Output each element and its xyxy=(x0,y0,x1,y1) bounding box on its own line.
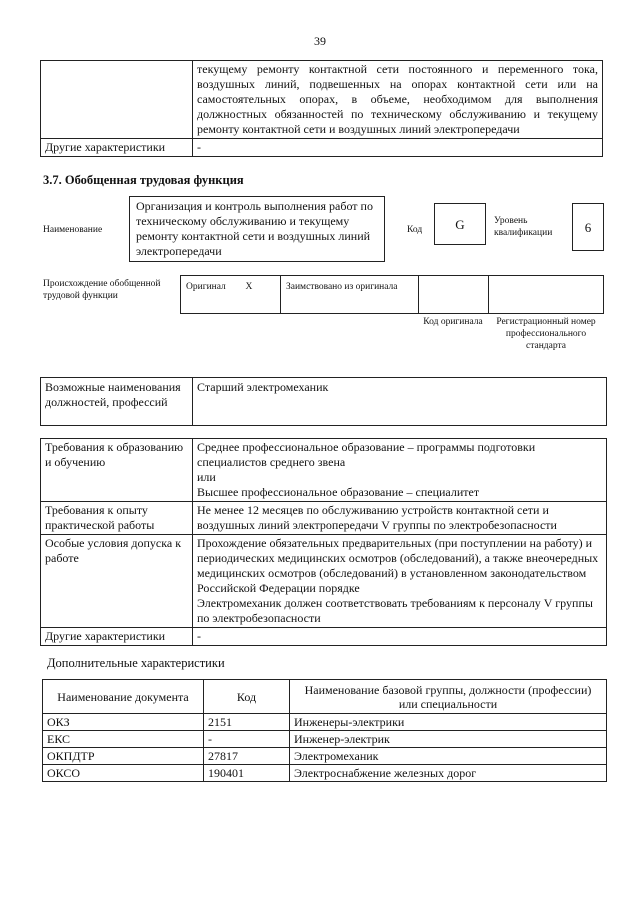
other-characteristics-value: - xyxy=(193,139,603,157)
other-characteristics-label: Другие характеристики xyxy=(41,628,193,646)
original-label: Оригинал xyxy=(181,276,241,314)
table-row xyxy=(41,139,603,157)
table-row xyxy=(41,628,607,646)
positions-label: Возможные наименования должностей, профессий xyxy=(41,378,193,426)
other-characteristics-label: Другие характеристики xyxy=(41,139,193,157)
code-label: Код xyxy=(407,225,423,235)
reg-number-cell xyxy=(489,276,604,314)
table-row xyxy=(41,502,607,535)
experience-label: Требования к опыту практической работы xyxy=(41,502,193,535)
group-name-cell: Электроснабжение железных дорог xyxy=(290,765,607,782)
doc-name-cell: ЕКС xyxy=(43,731,204,748)
table-row xyxy=(41,61,603,139)
other-characteristics-value: - xyxy=(197,629,201,643)
group-name-cell: Инженеры-электрики xyxy=(290,714,607,731)
code-value: G xyxy=(434,203,486,245)
additional-table xyxy=(42,679,607,782)
admission-conditions-label: Особые условия допуска к работе xyxy=(41,535,193,628)
table-row xyxy=(41,378,607,426)
borrowed-label: Заимствовано из оригинала xyxy=(281,276,419,314)
table-row xyxy=(181,276,604,314)
code-cell: 2151 xyxy=(204,714,290,731)
code-original-label: Код оригинала xyxy=(423,317,483,327)
education-label: Требования к образованию и обучению xyxy=(41,439,193,502)
doc-name-cell: ОКПДТР xyxy=(43,748,204,765)
table-row xyxy=(43,731,607,748)
column-header: Наименование документа xyxy=(43,680,204,714)
table-header-row xyxy=(43,680,607,714)
additional-title: Дополнительные характеристики xyxy=(47,656,225,670)
qualification-level-value: 6 xyxy=(572,203,604,251)
column-header: Код xyxy=(204,680,290,714)
experience-line: Не менее 12 месяцев по обслуживанию устройств контактной сети и воздушных линий электропередачи V группы по электробезопасности xyxy=(197,503,557,532)
table-row xyxy=(41,439,607,502)
origin-label: Происхождение обобщенной трудовой функции xyxy=(43,279,161,301)
education-line: Высшее профессиональное образование – специалитет xyxy=(197,485,480,499)
original-mark: X xyxy=(241,276,281,314)
code-cell: 190401 xyxy=(204,765,290,782)
table-row xyxy=(43,765,607,782)
table-row xyxy=(41,535,607,628)
reg-number-label: Регистрационный номер профессионального стандарта xyxy=(496,317,596,351)
origin-table xyxy=(180,275,604,314)
doc-name-cell: ОКЗ xyxy=(43,714,204,731)
positions-value: Старший электромеханик xyxy=(193,378,607,426)
code-original-cell xyxy=(419,276,489,314)
education-line: Среднее профессиональное образование – программы подготовки специалистов среднего звена xyxy=(197,440,536,469)
page-number: 39 xyxy=(314,34,326,48)
table-row xyxy=(43,748,607,765)
admission-line: Электромеханик должен соответствовать требованиям к персоналу V группы по электробезопасности xyxy=(197,596,593,625)
qualification-level-label: Уровень квалификации xyxy=(494,216,553,238)
group-name-cell: Инженер-электрик xyxy=(290,731,607,748)
continuation-table xyxy=(40,60,603,157)
positions-table xyxy=(40,377,607,426)
requirements-table xyxy=(40,438,607,646)
name-label: Наименование xyxy=(43,225,103,235)
education-line: или xyxy=(197,470,216,484)
code-cell: - xyxy=(204,731,290,748)
column-header: Наименование базовой группы, должности (профессии) или специальности xyxy=(290,680,607,714)
table-row xyxy=(43,714,607,731)
doc-name-cell: ОКСО xyxy=(43,765,204,782)
code-cell: 27817 xyxy=(204,748,290,765)
admission-line: Прохождение обязательных предварительных (при поступлении на работу) и периодических медицинских осмотров (обследований), а также внеочередных медицинских осмотров (обследований) в установленном законодательством Российской Федерации порядке xyxy=(197,536,599,595)
continuation-text: текущему ремонту контактной сети постоянного и переменного тока, воздушных линий, подвешенных на опорах контактной сети или на самостоятельных опорах, в объеме, необходимом для выполнения должностных обязанностей по техническому обслуживанию и текущему ремонту контактной сети и воздушных линий электропередачи xyxy=(193,61,603,139)
function-name-value: Организация и контроль выполнения работ по техническому обслуживанию и текущему ремонту контактной сети и воздушных линий электропередачи xyxy=(129,196,385,262)
section-title: 3.7. Обобщенная трудовая функция xyxy=(43,173,244,187)
group-name-cell: Электромеханик xyxy=(290,748,607,765)
